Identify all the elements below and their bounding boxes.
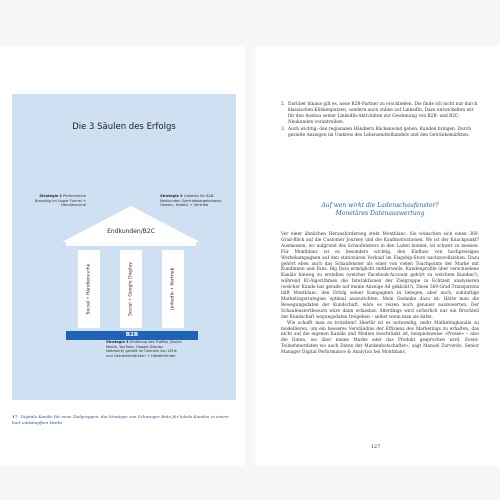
pillar-1: [78, 250, 100, 328]
pillar-3: [162, 250, 184, 328]
paragraph: Vor einer ähnlichen Herausforderung steht Montblanc. Sie wünschen sich einen 360-Grad-Blick auf die Customer Journey und die Kaufmotivationen. Wo ist der Knackpunkt? Ausmessen, wo aufgrund des Schaufensters in den Laden kommt, ist schwer zu messen. Für Montblanc ist es besonders wichtig, den Einfluss von hochpreisigen Werbekampagnen auf den stationären Verkauf im Flagship-Store nachzuvollziehen. Dazu gehört eben auch das Schaufenster als einer von vielen Touchpoints der Marke mit Kundinnen und Fans. Big Data ermöglicht mittlerweile, Kundenprofile über verschiedene Kanäle hinweg zu erstellen (welcher Facebook-Account gehört zu welchem Kunden?), während KI-Algorithmen die Interaktionen der Zielgruppe in Echtzeit analysieren (welcher Kunde hat gerade auf meine Anzeige Ad geklickt?). Diese 360-Grad-Transparenz hilft Montblanc, den Erfolg seiner Kampagnen zu belegen, aber auch, zukünftige Marketingstrategien optimal auszurichten. Mein Gedanke dazu ist: Hätte man die Bewegungsdaten der Kundschaft, wäre es reizen noch genauer auszuwerten. Der Schaufenstertbesuch wäre dann erfassbar. Allerdings wird sicherlich nur ein Bruchteil der Kundschaft wegungsdaten freigeben – selbst wenn man sie hätte.: [281, 232, 479, 320]
page-number: 127: [370, 444, 381, 450]
pillar-1-label: Social • Händlersuche: [86, 263, 92, 315]
subheading-line-1: Auf wen wirkt die Ladenschaufenster?: [321, 202, 439, 209]
strategy-2-title: Strategie 2: [160, 194, 183, 198]
caption-number: 17: [12, 414, 18, 419]
list-item: [281, 102, 479, 126]
strategy-3-text: Erhöhung des Traffics (Social Media, YouTube, Google Display Netzwerk) gezielt im Umkreis von LEHs und Getränkemärkten + Händlerfinder: [106, 340, 182, 358]
temple-roof: [62, 206, 200, 242]
left-page: [0, 46, 249, 466]
strategy-1-title: Strategie 1: [39, 194, 63, 198]
section-subheading: [281, 202, 479, 218]
strategy-1-text: Performance Branding im Upper Funnel + Händlersuche: [34, 194, 86, 208]
list-item: [281, 127, 479, 139]
figure-title: Die 3 Säulen des Erfolgs: [72, 122, 176, 132]
strategy-3-annotation: [106, 340, 182, 358]
paragraph: Wie schafft man es trotzdem? Hierfür ist es notwendig, mehr Marketingkanäle zu modellieren, um ein besseres Verständnis der Effizienz des Marketings zu erhalten, das nicht auf die eigenen Kanäle und Medien beschränkt ist, beispielsweise »Presse« – also die Daten, wo über meine Marke oder das Produkt gesprochen wird. Event-Teilnehmerdaten wo auch Daten der Markenbotschafter«, sagt Manuel Zurverdo, Senior Manager Digital Performance & Analytics bei Montblanc.: [281, 320, 479, 356]
subheading-line-2: Monetäres Datenauswertung: [335, 210, 425, 217]
body-text: [281, 232, 479, 356]
right-page: [251, 46, 500, 466]
figure-caption: [12, 414, 238, 425]
pillar-2-label: Social • Google Display: [128, 262, 134, 316]
numbered-list: [281, 102, 479, 139]
pillar-3-label: LinkedIn • Vertrieb: [170, 267, 176, 311]
strategy-2-text: LinkedIn für B2B-Neukunden (Vertriebsergebnissen, Gewinn, Hotels) + Vertrieb: [160, 194, 223, 208]
temple-base: B2B: [66, 331, 198, 340]
list-number: 3.: [281, 126, 286, 132]
pillar-2: [120, 250, 142, 328]
strategy-3-title: Strategie 3: [106, 340, 129, 344]
caption-text: Digitale Kanäle für neue Zielgruppen: die Strategie von Schweiger Bräu für lokale Kunden in einem hart umkämpften Markt: [12, 414, 229, 425]
list-text: Darüber hinaus gilt es, neue B2B-Partner zu erschließen. Die finde ich nicht nur durch klassischen Klinkenputzen, sondern auch online auf LinkedIn. Dazu entwickelten wir für den Ausbau seiner LinkedIn-Aktivitäten zur Gewinnung von B2B- und B2C-Neukunden vorantreiben.: [288, 102, 478, 125]
list-text: Auch wichtig: den regionalen Händlern Rückenwind geben. Kunden bringen. Durch gezielte Anzeigen im Umkreis des Lebensmittelhandels und den Getränkemärkten.: [288, 126, 471, 138]
list-number: 2.: [281, 102, 286, 107]
temple-beam: [66, 242, 196, 246]
figure-panel: [12, 94, 236, 400]
roof-label: Endkunden/B2C: [107, 228, 155, 235]
